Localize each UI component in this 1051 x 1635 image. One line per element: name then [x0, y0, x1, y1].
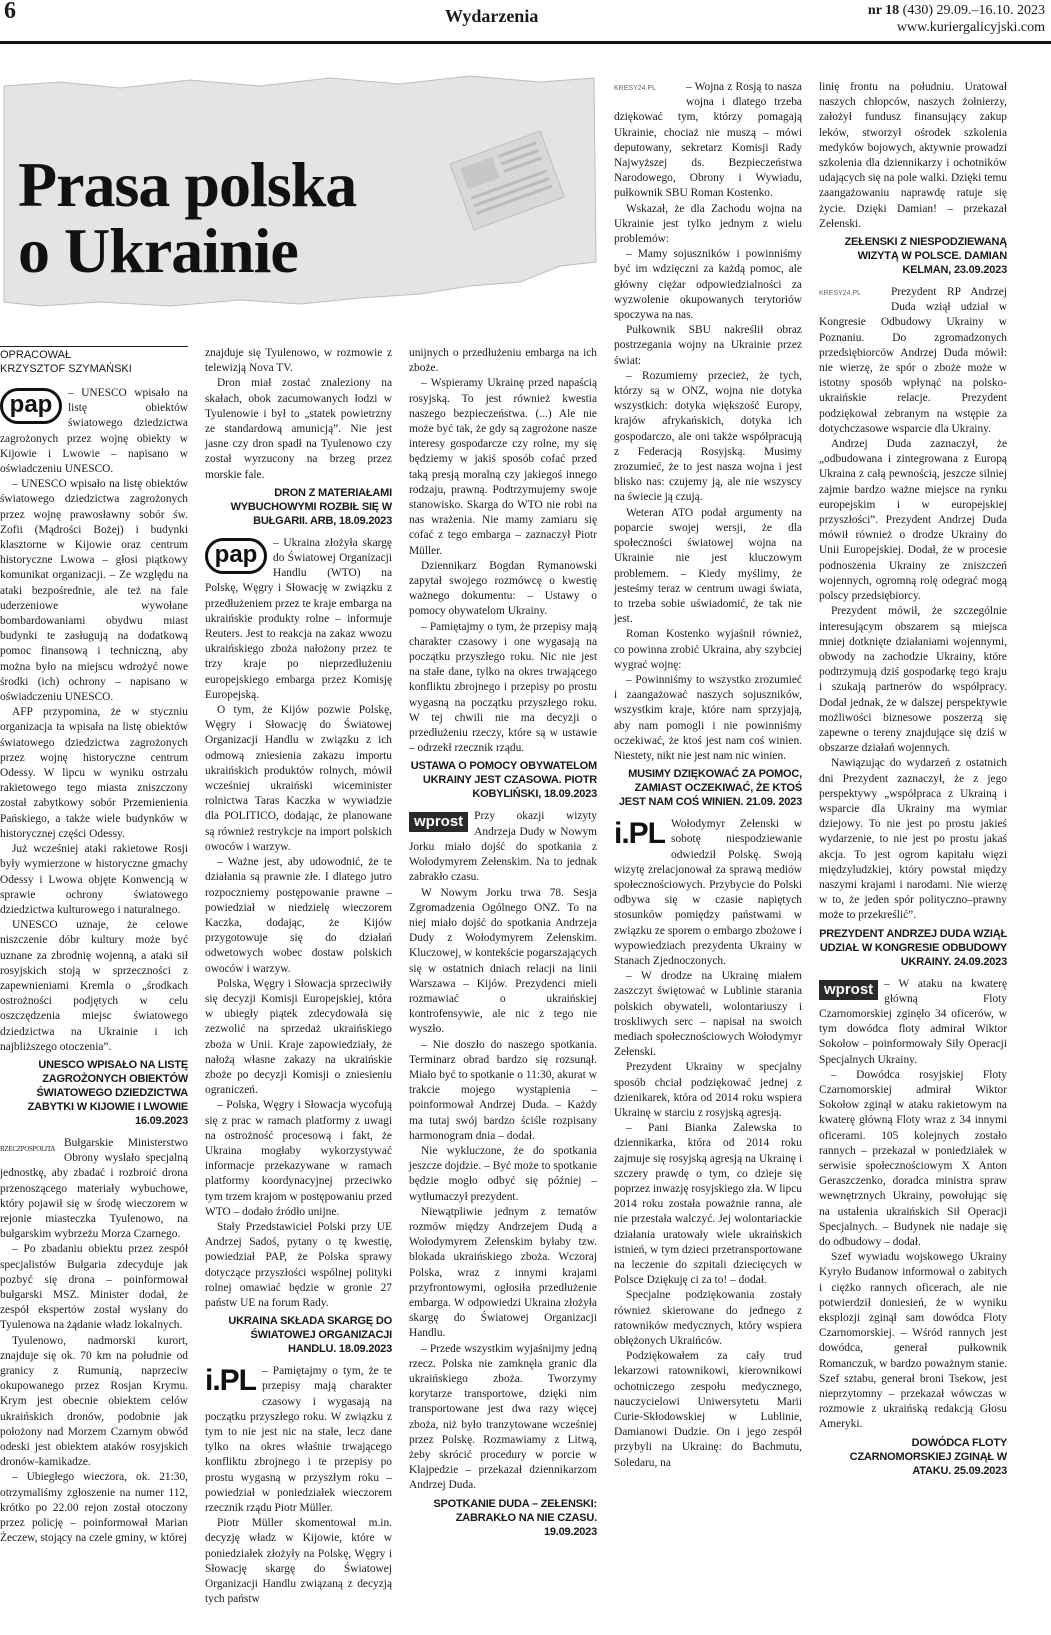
column-5: [819, 80, 1007, 1486]
paragraph: Przy okazji wizyty Andrzeja Dudy w Nowym Jorku miało dojść do spotkania z Wołodymyrem Zełenskim. Na to jednak zabrakło czasu.: [409, 810, 597, 884]
paragraph: Niewątpliwie jednym z tematów rozmów między Andrzejem Dudą a Wołodymyrem Zełenskim byłaby tzw. blokada ukraińskiego zboża. Wczoraj Polska, wraz z innymi krajami przyfrontowymi, ogłosiła przedłużenie embarga. W odpowiedzi Ukraina złożyła skargę do Światowej Organizacji Handlu.: [409, 1205, 597, 1340]
column-1: [0, 346, 188, 1546]
article-title: [18, 149, 438, 286]
paragraph: Andrzej Duda zaznaczył, że „odbudowana i zintegrowana z Europą Ukraina z całą pewnością, jeszcze silniej zajmie bardzo ważne miejsce na rynku europejskim i w europejskiej przyszłości”. Prezydent Andrzej Duda mówił również o drodze Ukrainy do Unii Europejskiej. Dodał, że w procesie podnoszenia Ukrainy ze zniszczeń wojennych, ogromną rolę odegrać mogą polscy przedsiębiorcy.: [819, 438, 1007, 603]
paragraph: Prezydent RP Andrzej Duda wziął udział w Kongresie Odbudowy Ukrainy w Poznaniu. Do zgromadzonych przedsiębiorców Andrzej Duda mówił: nie wierzę, że spór o zboże może w istotny sposób wpłynąć na polsko-ukraińskie relacje. Prezydent podziękował zebranym na wstępie za dotychczasowe wsparcie dla Ukrainy.: [819, 286, 1007, 435]
paragraph: O tym, że Kijów pozwie Polskę, Węgry i Słowację do Światowej Organizacji Handlu w związku z ich odmową zniesienia zakazu importu ukraińskich produktów rolnych, mówił wcześniej ukraiński wiceminister rolnictwa Taras Kaczka w wywiadzie dla POLITICO, dodając, że planowane są również restrykcje na import polskich owoców i warzyw.: [205, 704, 392, 853]
kresy-logo: KRESY24.PL: [614, 85, 657, 92]
paragraph: – Polska, Węgry i Słowacja wycofują się z prac w ramach platformy z uwagi na ostrożność procesową i fakt, że Ukraina mogłaby wykorzystywać informacje przekazywane w ramach platformy koordynacyjnej przeciwko tym trzem krajom w postępowaniu przed WTO – dodało źródło unijne.: [205, 1099, 392, 1218]
paragraph: – Ukraina złożyła skargę do Światowej Organizacji Handlu (WTO) na Polskę, Węgry i Słowację w związku z przedłużeniem przez te kraje embarga na ukraińskie produkty rolne – informuje Reuters. Jest to reakcja na zakaz wwozu ukraińskiego zboża nałożony przez te trzy kraje po nieprzedłużeniu europejskiego embarga przez Komisję Europejską.: [205, 536, 392, 701]
paragraph: Podziękowałem za cały trud lekarzowi ratownikowi, kierownikowi ochotniczego zespołu medycznego, nauczycielowi Uniwersytetu Marii Curie-Skłodowskiej w Lublinie, Damianowi Dudzie. On i jego zespół przybyli na Ukrainę: do Bachmutu, Soledaru, na: [614, 1350, 802, 1469]
paragraph: – Wspieramy Ukrainę przed napaścią rosyjską. To jest również kwestia naszego bezpieczeństwa. (...) Ale nie może być tak, że gdy są zagrożone nasze interesy gospodarcze czy rolne, my się będziemy w jakiś sposób cofać przed taką presją moralną czy jakiegoś innego rodzaju, prawną. Podtrzymujemy swoje stanowisko. Skarga do WTO nie robi na nas wrażenia. Nie mamy zamiaru się cofać z tego embarga – zaznaczył Piotr Müller.: [409, 377, 597, 557]
paragraph: Piotr Müller skomentował m.in. decyzję władz w Kijowie, które w poniedziałek złożyły na Polskę, Węgry i Słowację skargę do Światowej Organizacji Handlu związaną z decyzją tych państw: [205, 1517, 392, 1606]
issue-info: [868, 2, 1045, 36]
paragraph: – Ubiegłego wieczora, ok. 21:30, otrzymaliśmy zgłoszenie na numer 112, krótko po 22.00 rejon został otoczony przez policję – poinformował Marian Żeczew, stojący na czele gminy, w której: [0, 1471, 188, 1545]
title-line-2: o Ukrainie: [18, 215, 298, 286]
paragraph: Weteran ATO podał argumenty na poparcie swojej wersji, że dla społeczności światowej wojna na Ukrainie nie jest kluczowym problemem. – Kiedy myślimy, że jesteśmy teraz w centrum uwagi świata, to trzeba sobie uświadomić, że tak nie jest.: [614, 506, 802, 626]
byline-author: KRZYSZTOF SZYMAŃSKI: [0, 363, 132, 375]
paragraph: Dron miał zostać znaleziony na skałach, obok zacumowanych łodzi w Tyulenowie i był to „statek powietrzny ze standardową amunicją”. Nie jest jasne czy dron spadł na Tyulenowo czy został wyrzucony na brzeg przez morskie fale.: [205, 377, 392, 481]
paragraph: – UNESCO wpisało na listę obiektów światowego dziedzictwa zagrożonych przez wojnę obiekty w Kijowie i Lwowie – napisano w oświadczeniu UNESCO.: [0, 387, 188, 476]
column-4: [614, 80, 802, 1471]
title-banner: [0, 72, 598, 308]
pap-logo: pap: [205, 538, 267, 574]
ipl-logo: i.PL: [205, 1364, 257, 1398]
paragraph: W Nowym Jorku trwa 78. Sesja Zgromadzenia Ogólnego ONZ. To na niej miało dojść do spotkania Andrzeja Dudy z Wołodymyrem Zełenskim. Kluczowej, w kontekście pogarszających się w ostatnich dniach relacji na linii Warszawa – Kijów. Prezydenci mieli rozmawiać o ukraińskiej kontrofensywie, ale nic z tego nie wyszło.: [409, 886, 597, 1036]
wprost-logo: wprost: [409, 812, 468, 832]
paragraph: Specjalne podziękowania zostały również skierowane do jednego z ratowników medycznych, który wspiera obłężonych Ukraińców.: [614, 1289, 802, 1348]
paragraph: Już wcześniej ataki rakietowe Rosji były wymierzone w historyczne gmachy Odessy i Lwowa objęte Konwencją w sprawie ochrony światowego dziedzictwa kulturowego i naturalnego.: [0, 843, 188, 916]
paragraph: Roman Kostenko wyjaśnił również, co powinna zrobić Ukraina, aby szybciej wygrać wojnę:: [614, 628, 802, 671]
paragraph: – Pani Bianka Zalewska to dziennikarka, która od 2014 roku zajmuje się rosyjską agresją na Ukrainę i szczery prawdę o tym, co dzieje się poprzez inwazję rosyjskiego zła. W lipcu 2014 roku została poważnie ranna, ale nie przestała walczyć. Jej wolontariackie działania uratowały wiele ukraińskich istnień, w tym dzieci przetransportowane na leczenie do szpitali dziecięcych w Polsce Dziękuję ci za to! – dodał.: [614, 1122, 802, 1287]
article-caption: SPOTKANIE DUDA – ZEŁENSKI: ZABRAKŁO NA NIE CZASU. 19.09.2023: [433, 1497, 597, 1538]
article-caption: ZEŁENSKI Z NIESPODZIEWANĄ WIZYTĄ W POLSCE. DAMIAN KELMAN, 23.09.2023: [844, 236, 1007, 277]
article-caption: PREZYDENT ANDRZEJ DUDA WZIĄŁ UDZIAŁ W KONGRESIE ODBUDOWY UKRAINY. 24.09.2023: [819, 927, 1007, 968]
paragraph: Polska, Węgry i Słowacja sprzeciwiły się decyzji Komisji Europejskiej, która w ubiegły piątek zdecydowała się zezwolić na sprzedaż ukraińskiego zboża w Unii. Kraje zapowiedziały, że nałożą własne zakazy na ukraińskie zboże po decyzji Komisji o zniesieniu ograniczeń.: [205, 977, 392, 1097]
paragraph: – Wojna z Rosją to nasza wojna i dlatego trzeba dziękować tym, którzy pomagają Ukrainie, chociaż nie muszą – mówi deputowany, sekretarz Komisji Rady Najwyższej ds. Bezpieczeństwa Narodowego, Obrony i Wywiadu, pułkownik SBU Roman Kostenko.: [614, 81, 802, 200]
article-caption: MUSIMY DZIĘKOWAĆ ZA POMOC, ZAMIAST OCZEKIWAĆ, ŻE KTOŚ JEST NAM COŚ WINIEN. 21.09. 2023: [618, 768, 802, 809]
paragraph: – Dowódca rosyjskiej Floty Czarnomorskiej admirał Wiktor Sokołow zginął w ataku rakietowym na kwaterę główną Floty wraz z 34 innymi oficerami. 105 kolejnych zostało rannych – przekazał w poniedziałek w serwisie społecznościowym X Anton Geraszczenko, doradca ministra spraw wewnętrznych Ukrainy, powołując się na ustalenia ukraińskich Sił Operacji Specjalnych. – Budynek nie nadaje się do odbudowy – dodał.: [819, 1068, 1007, 1249]
rzeczpospolita-logo: RZECZPOSPOLITA: [0, 1144, 56, 1153]
article-caption: DRON Z MATERIAŁAMI WYBUCHOWYMI ROZBIŁ SIĘ W BUŁGARII. ARB, 18.09.2023: [230, 486, 392, 527]
kresy-logo: KRESY24.PL: [819, 290, 862, 298]
column-2: [205, 346, 392, 1607]
wprost-logo: wprost: [819, 980, 878, 1000]
ipl-logo: i.PL: [614, 817, 666, 851]
paragraph: AFP przypomina, że w styczniu organizacja ta wpisała na listę obiektów światowego dziedzictwa zagrożonych przez wojnę historyczne centrum Odessy. W lipcu w wyniku ostrzału rakietowego tego miasta zniszczony został zabytkowy sobór Przemienienia Pańskiego, a także wiele budynków w historycznej części Odessy.: [0, 706, 188, 840]
paragraph: Szef wywiadu wojskowego Ukrainy Kyryło Budanow informował o zabitych i ciężko rannych oficerach, ale nie potwierdził doniesień, że w wyniku eksplozji zginął sam dowódca Floty Czarnomorskiej. – Wśród rannych jest dowódca, generał pułkownik Romanczuk, w bardzo poważnym stanie. Szef sztabu, generał broni Tsekow, jest nieprzytomny – przekazał wówczas w rozmowie z ukraińską redakcją Głosu Ameryki.: [819, 1251, 1007, 1431]
paragraph: – Ważne jest, aby udowodnić, że te działania są prawnie złe. I dlatego jutro rozpoczniemy postępowanie prawne – powiedział w niedzielę wieczorem Kaczka, dodając, że Kijów przygotowuje się do działań odwetowych wobec dostaw polskich owoców i warzyw.: [205, 856, 392, 975]
paragraph: – Mamy sojuszników i powinniśmy być im wdzięczni za każdą pomoc, ale główny ciężar odpowiedzialności za wyzwolenie okupowanych terytoriów spoczywa na nas.: [614, 248, 802, 322]
column-3: [409, 346, 597, 1547]
pap-logo: pap: [0, 388, 62, 424]
issue-details: (430) 29.09.–16.10. 2023: [902, 3, 1045, 18]
article-caption: UKRAINA SKŁADA SKARGĘ DO ŚWIATOWEJ ORGANIZACJI HANDLU. 18.09.2023: [228, 1315, 392, 1356]
issue-number: nr 18: [867, 3, 900, 18]
paragraph: – Pamiętajmy o tym, że te przepisy mają charakter czasowy i wygasają na początku przyszłego roku. W związku z tym to nie jest nic na stałe, lecz dane tylko na okres właśnie trwającego konfliktu zbrojnego i te przepisy po prostu wygasną w przyszłym roku – powiedział w poniedziałek wieczorem rzecznik rządu Piotr Müller.: [205, 1365, 392, 1515]
paragraph: Nie wykluczone, że do spotkania jeszcze dojdzie. – Być może to spotkanie będzie mogło odbyć się później – wytłumaczył prezydent.: [409, 1144, 597, 1203]
paragraph: – Pamiętajmy o tym, że przepisy mają charakter czasowy i one wygasają na początku przyszłego roku. Nic nie jest na stałe dane, tylko na okres trwającego konfliktu zbrojnego i przepisy po prostu wygasną na początku przyszłego roku. W tej chwili nie ma decyzji o przedłużeniu rzeczy, które są w ustawie – odrzekł rzecznik rządu.: [409, 620, 597, 755]
paragraph: – Przede wszystkim wyjaśnijmy jedną rzecz. Polska nie zamknęła granic dla ukraińskiego zboża. Tworzymy korytarze transportowe, dzięki nim transportowane jest dwa razy więcej zboża, niż było tranzytowane wcześniej przez Polskę. Rozmawiamy z Litwą, żeby skrócić procedury w porcie w Kłajpedzie – przekazał dziennikarzom Andrzej Duda.: [409, 1342, 597, 1492]
byline-label: OPRACOWAŁ: [0, 349, 72, 361]
paragraph: Prezydent mówił, że szczególnie interesującym obszarem są miejsca mniej dotknięte działaniami wojennymi, obwody na zachodzie Ukrainy, które podtrzymują dziś gospodarkę tego kraju i szukają partnerów do współpracy. Dodał jednak, że w dalszej perspektywie możliwości biznesowe poszerzą się zapewne o tereny znajdujące się dziś w obszarze działań wojennych.: [819, 605, 1007, 755]
paragraph: Wskazał, że dla Zachodu wojna na Ukrainie jest tylko jednym z wielu problemów:: [614, 202, 802, 246]
byline: [0, 346, 188, 376]
paragraph: Bułgarskie Ministerstwo Obrony wysłało specjalną jednostkę, aby zbadać i rozbroić drona przenoszącego materiały wybuchowe, który pojawił się w środę wieczorem w rejonie miasteczka Tyulenowo, na bułgarskim wybrzeżu Morza Czarnego.: [0, 1136, 188, 1241]
title-line-1: Prasa polska: [18, 149, 357, 220]
paragraph: – W drodze na Ukrainę miałem zaszczyt świętować w Lublinie starania polskich obywateli, wolontariuszy i troskliwych serc – napisał na swoich mediach społecznościowych Wołodymyr Zełenski.: [614, 970, 802, 1059]
paragraph: unijnych o przedłużeniu embarga na ich zboże.: [409, 347, 597, 375]
article-caption: UNESCO WPISAŁO NA LISTĘ ZAGROŻONYCH OBIEKTÓW ŚWIATOWEGO DZIEDZICTWA ZABYTKI W KIJOWIE I LWOWIE 16.09.2023: [27, 1058, 188, 1127]
article-caption: DOWÓDCA FLOTY CZARNOMORSKIEJ ZGINĄŁ W ATAKU. 25.09.2023: [849, 1436, 1007, 1477]
paragraph: – Powinniśmy to wszystko zrozumieć i zaangażować naszych sojuszników, wszystkim kraje, które nam sprzyjają, aby nam pomogli i nie powinniśmy oczekiwać, że ktoś jest nam coś winien. Niestety, nikt nie jest nam nic winien.: [614, 673, 802, 762]
paragraph: znajduje się Tyulenowo, w rozmowie z telewizją Nova TV.: [205, 347, 392, 375]
section-title: Wydarzenia: [445, 6, 539, 26]
paragraph: Pułkownik SBU nakreślił obraz postrzegania wojny na Ukrainie przez świat:: [614, 324, 802, 367]
paragraph: linię frontu na południu. Uratował naszych chłopców, naszych żołnierzy, założył fundusz finansujący zakup leków, stworzył ośrodek szkolenia medyków bojowych, aktywnie prowadzi szkolenia dla dziennikarzy i ochotników udających się na pole walki. Dzięki temu zaangażowaniu naprawdę ratuje się życie. Dzięki Damian! – przekazał Zełenski.: [819, 81, 1007, 230]
website-url[interactable]: www.kuriergalicyjski.com: [896, 20, 1045, 35]
article-caption: USTAWA O POMOCY OBYWATELOM UKRAINY JEST CZASOWA. PIOTR KOBYLIŃSKI, 18.09.2023: [410, 760, 597, 801]
paragraph: Nawiązując do wydarzeń z ostatnich dni Prezydent zaznaczył, że z jego perspektywy „współpraca z Ukrainą i wsparcie dla Ukrainy ma wymiar dziejowy. To nie jest po prostu jakieś wydarzenie, to nie jest po prostu jakaś akcja. To jest ogrom kapitału więzi międzyludzkiej, który powstał między naszymi krajami i narodami. Nie wierzę w to, że jeden spór polityczno–prawny może to przekreślić”.: [819, 757, 1007, 922]
paragraph: – W ataku na kwaterę główną Floty Czarnomorskiej zginęło 34 oficerów, w tym dowódca floty admirał Wiktor Sokołow – poinformowały Siły Operacji Specjalnych Ukrainy.: [819, 977, 1007, 1066]
paragraph: Stały Przedstawiciel Polski przy UE Andrzej Sadoś, pytany o tę kwestię, powiedział PAP, że Polska sprawy dotyczące przyszłości wspólnej polityki rolnej omawiać będzie w gronie 27 państw UE na forum Rady.: [205, 1220, 392, 1309]
page-header: [0, 0, 1051, 44]
paragraph: Prezydent Ukrainy w specjalny sposób chciał podziękować jednej z dzienikarek, która od 2014 roku wspiera Ukrainę w starciu z rosyjską agresją.: [614, 1061, 802, 1119]
paragraph: Dziennikarz Bogdan Rymanowski zapytał swojego rozmówcę o kwestię ważnego dokumentu: – Ustawy o pomocy obywatelom Ukrainy.: [409, 559, 597, 618]
paragraph: UNESCO uznaje, że celowe niszczenie dóbr kultury może być uznane za zbrodnię wojenną, a ataki sił rosyjskich stoją w sprzeczności z zapewnieniami Kremla o „środkach ostrożności podjętych w celu oszczędzenia miejsc światowego dziedzictwa na Ukrainie i ich najbliższego otoczenia”.: [0, 919, 188, 1053]
header-rule: [0, 41, 1051, 44]
paragraph: – Rozumiemy przecież, że tych, którzy są w ONZ, wojna nie dotyka wszystkich: dotyka większość Europy, krajów afrykańskich, dotyka ich gospodarczo, ale oni także współpracują z Federacją Rosyjską. Musimy zrozumieć, że to jest nasza wojna i jest blisko nas: czujemy ją, ale nie wszyscy na świecie ją czują.: [614, 369, 802, 504]
page-number: 6: [4, 0, 16, 24]
paragraph: – Po zbadaniu obiektu przez zespół specjalistów Bułgaria zdecyduje jak pozbyć się drona – poinformował bułgarski MSZ. Minister dodał, że zespół ekspertów został wysłany do Tyulenowa na żądanie władz lokalnych.: [0, 1243, 188, 1332]
paragraph: Wołodymyr Zełenski w sobotę niespodziewanie odwiedził Polskę. Swoją wizytę zrelacjonował za sprawą mediów społecznościowych. Przybycie do Polski odbywa się w czasie napiętych stosunków pomiędzy państwami w związku ze sporem o embargo zbożowe i wypowiedziach prezydenta Ukrainy w Stanach Zjednoczonych.: [614, 818, 802, 967]
paragraph: – UNESCO wpisało na listę obiektów światowego dziedzictwa zagrożonych przez wojnę prawosławny sobór św. Zofii (Mądrości Bożej) i budynki klasztorne w Kijowie oraz centrum historyczne Lwowa – głosi piątkowy komunikat organizacji. – Ze względu na ataki bezpośrednie, ale też na fale uderzeniowe wywołane bombardowaniami obydwu miast budynki te zasługują na dodatkową pomoc finansową i techniczną, aby można było na miejscu wdrożyć nowe środki (ich) ochrony – napisano w oświadczeniu UNESCO.: [0, 478, 188, 704]
paragraph: – Nie doszło do naszego spotkania. Terminarz obrad bardzo się rozsunął. Miało być to spotkanie o 11:30, akurat w trakcie mojego wystąpienia – poinformował Andrzej Duda. – Każdy ma tutaj swój bardzo ściśle rozpisany harmonogram dnia – dodał.: [409, 1038, 597, 1142]
paragraph: Tyulenowo, nadmorski kurort, znajduje się ok. 70 km na południe od granicy z Rumunią, naprzeciw okupowanego przez Rosjan Krymu. Krym jest obecnie obiektem celów ukraińskich dronów, podobnie jak położony nad Morzem Czarnym obwód odeski jest obiektem ataków rosyjskich dronów-kamikadze.: [0, 1334, 188, 1469]
